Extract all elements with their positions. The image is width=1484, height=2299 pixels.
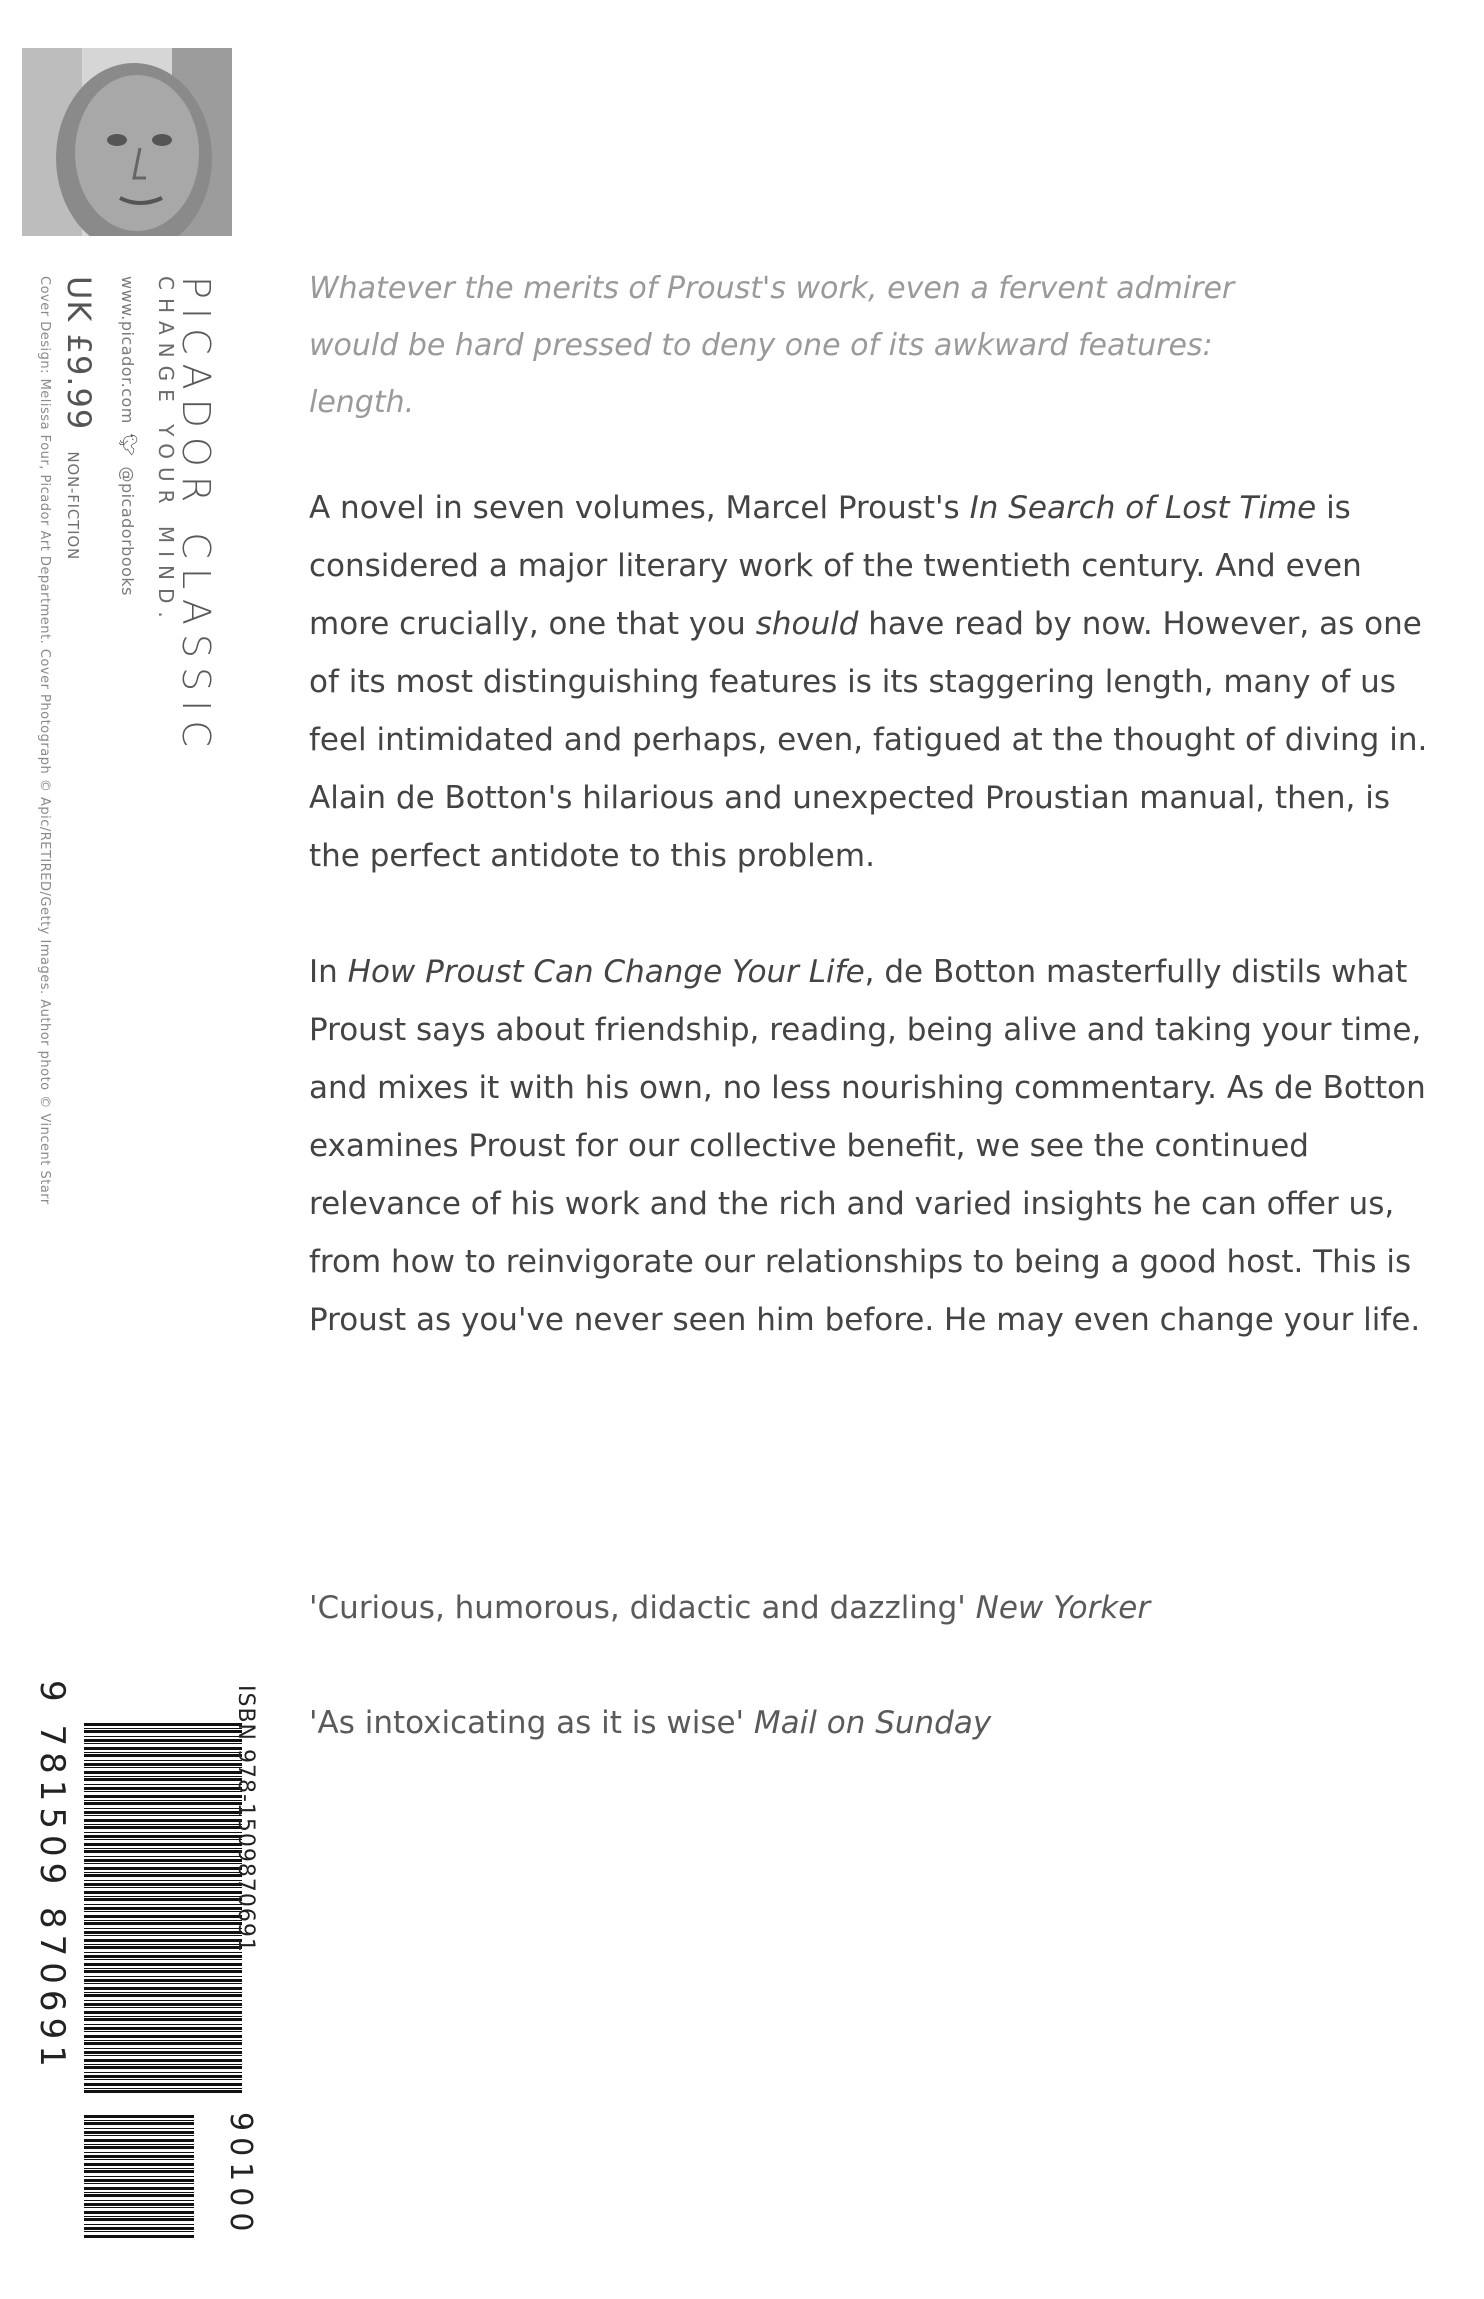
barcode-bar — [84, 1939, 242, 1942]
category: NON-FICTION — [64, 451, 82, 560]
barcode-bar — [84, 2048, 242, 2049]
barcode-bar — [84, 1808, 242, 1809]
barcode-bar — [84, 1815, 242, 1816]
barcode-bar — [84, 1931, 242, 1934]
isbn-number: ISBN 978-1509870691 — [233, 1685, 258, 1953]
review-source: Mail on Sunday — [753, 1705, 992, 1741]
emphasis-should: should — [755, 606, 859, 642]
barcode-bar — [84, 1778, 242, 1781]
barcode-bar — [84, 1739, 242, 1742]
barcode-bar — [84, 1959, 242, 1960]
barcode-bar — [84, 2224, 194, 2225]
barcode-bar — [84, 1896, 242, 1897]
barcode-bar — [84, 2144, 194, 2145]
barcode-bar — [84, 2016, 242, 2017]
barcode-bar — [84, 1968, 242, 1969]
barcode-bar — [84, 1760, 242, 1761]
blurb — [309, 260, 1429, 1349]
barcode-bar — [84, 1891, 242, 1894]
barcode-bar — [84, 2170, 194, 2173]
barcode-bar — [84, 1728, 242, 1729]
barcode-bar — [84, 1880, 242, 1881]
barcode-bar — [84, 1723, 242, 1726]
barcode-bar — [84, 1874, 242, 1877]
barcode-bar — [84, 2163, 194, 2166]
barcode-bar — [84, 1736, 242, 1737]
barcode-bar — [84, 1928, 242, 1929]
barcode-bar — [84, 1754, 242, 1757]
barcode-bar — [84, 1883, 242, 1886]
barcode-bar — [84, 2168, 194, 2169]
barcode-bar — [84, 1752, 242, 1753]
review-quote — [309, 1590, 1150, 1626]
ean-barcode-bars — [84, 1723, 242, 2093]
barcode-bar — [84, 1944, 242, 1945]
barcode-bar — [84, 2090, 242, 2093]
barcode-bar — [84, 2079, 242, 2080]
barcode-bar — [84, 1963, 242, 1966]
twitter-bird-icon: 🐦︎ — [117, 433, 138, 457]
barcode-bar — [84, 2176, 194, 2177]
barcode-bar — [84, 1863, 242, 1864]
barcode-bar — [84, 1955, 242, 1958]
barcode-bar — [84, 1800, 242, 1801]
barcode-bar — [84, 2152, 194, 2153]
barcode-bar — [84, 2059, 242, 2062]
barcode-bar — [84, 2031, 242, 2032]
barcode-bar — [84, 1887, 242, 1888]
barcode-bar — [84, 2075, 242, 2078]
barcode-bar — [84, 1992, 242, 1993]
description-paragraph-1 — [309, 479, 1429, 885]
barcode-bar — [84, 2040, 242, 2041]
barcode-bar — [84, 1835, 242, 1838]
author-photo — [22, 48, 232, 236]
barcode-bar — [84, 1850, 242, 1853]
barcode-bar — [84, 1763, 242, 1766]
twitter-handle: @picadorbooks — [118, 466, 137, 596]
barcode-bar — [84, 1795, 242, 1798]
barcode-bar — [84, 1730, 242, 1733]
barcode-bar — [84, 2120, 194, 2121]
website-link: www.picador.com — [118, 276, 137, 424]
barcode-bar — [84, 2122, 194, 2125]
barcode-bar — [84, 2064, 242, 2065]
barcode-bar — [84, 1811, 242, 1814]
para1-text-a: A novel in seven volumes, Marcel Proust's — [309, 490, 970, 526]
barcode-bar — [84, 2135, 194, 2136]
barcode-bar — [84, 1826, 242, 1829]
review-text: 'As intoxicating as it is wise' — [309, 1705, 754, 1741]
barcode-bar — [84, 2216, 194, 2217]
barcode-bar — [84, 1856, 242, 1857]
barcode-bar — [84, 1824, 242, 1825]
barcode-bar — [84, 1983, 242, 1984]
para1-text-b: is considered a major literary work of the twentieth century. And even more crucially, one that you — [309, 490, 1362, 642]
barcode-bar — [84, 1839, 242, 1840]
pull-quote: Whatever the merits of Proust's work, even a fervent admirer would be hard pressed to deny one of its awkward features: length. — [309, 271, 1235, 420]
barcode-bar — [84, 2235, 194, 2238]
barcode-bar — [84, 2194, 194, 2197]
barcode-bar — [84, 2007, 242, 2008]
barcode-bar — [84, 2115, 194, 2118]
barcode-bar — [84, 1767, 242, 1768]
barcode-bar — [84, 1911, 242, 1912]
book-title-in-search-of-lost-time: In Search of Lost Time — [969, 490, 1317, 526]
barcode-bar — [84, 2066, 242, 2069]
barcode-bar — [84, 1898, 242, 1901]
barcode-bar — [84, 2035, 242, 2038]
review-text: 'Curious, humorous, didactic and dazzling' — [309, 1590, 976, 1626]
barcode-bar — [84, 1771, 242, 1774]
review-source: New Yorker — [975, 1590, 1151, 1626]
barcode-bar — [84, 1976, 242, 1977]
barcode-bar — [84, 1843, 242, 1846]
barcode-bar — [84, 2211, 194, 2214]
barcode-bar — [84, 2155, 194, 2158]
barcode-bar — [84, 1952, 242, 1953]
barcode-bar — [84, 2000, 242, 2001]
para2-text-a: In — [309, 954, 348, 990]
ean-digits: 9 781509 870691 — [32, 1680, 72, 2073]
barcode-bar — [84, 1904, 242, 1905]
barcode-bar — [84, 2003, 242, 2006]
barcode-bar — [84, 1802, 242, 1805]
barcode-bar — [84, 2051, 242, 2054]
barcode-bar — [84, 1915, 242, 1918]
barcode-bar — [84, 1946, 242, 1949]
tagline: CHANGE YOUR MIND. — [154, 276, 178, 626]
price-line — [60, 276, 98, 560]
picador-classic-brand: PICADOR CLASSIC — [174, 276, 218, 756]
barcode-bar — [84, 2207, 194, 2208]
barcode-bar — [84, 1935, 242, 1936]
para2-text-b: , de Botton masterfully distils what Proust says about friendship, reading, being alive and taking your time, and mixes it with his own, no less nourishing commentary. As de Botton examines Proust for our collective benefit, we see the continued relevance of his work and the rich and varied insights he can offer us, from how to reinvigorate our relationships to being a good host. This is Proust as you've never seen him before. He may even change your life. — [309, 954, 1426, 1338]
barcode-bar — [84, 2183, 194, 2184]
barcode-bar — [84, 1791, 242, 1792]
web-and-social — [117, 276, 138, 596]
barcode-bar — [84, 2072, 242, 2073]
barcode-bar — [84, 1787, 242, 1790]
author-portrait-image — [22, 48, 232, 236]
description-paragraph-2 — [309, 943, 1429, 1349]
barcode-bar — [84, 2218, 194, 2221]
para1-text-c: have read by now. However, as one of its most distinguishing features is its staggering length, many of us feel intimidated and perhaps, even, fatigued at the thought of diving in. Alain de Botton's hilarious and unexpected Proustian manual, then, is the perfect antidote to this problem. — [309, 606, 1428, 874]
barcode-bar — [84, 2088, 242, 2089]
barcode-bar — [84, 2231, 194, 2232]
barcode-bar — [84, 1907, 242, 1910]
barcode-bar — [84, 2128, 194, 2129]
barcode-bar — [84, 1819, 242, 1822]
barcode-bar — [84, 2042, 242, 2045]
barcode-bar — [84, 1784, 242, 1785]
barcode-bar — [84, 2203, 194, 2206]
barcode-bar — [84, 1859, 242, 1862]
barcode-bar — [84, 2192, 194, 2193]
barcode-bar — [84, 2083, 242, 2086]
barcode-bar — [84, 1743, 242, 1744]
cover-credits: Cover Design: Melissa Four, Picador Art Department. Cover Photograph © Apic/RETIRED/Getty Images. Author photo © Vincent Starr — [37, 276, 52, 1205]
barcode-bar — [84, 1987, 242, 1990]
barcode-bar — [84, 2131, 194, 2134]
barcode-bar — [84, 2018, 242, 2021]
barcode-bar — [84, 1920, 242, 1921]
barcode-bar — [84, 2027, 242, 2030]
barcode-bar — [84, 1922, 242, 1925]
barcode-bar — [84, 2146, 194, 2149]
addon-barcode-bars — [84, 2115, 194, 2240]
barcode-bar — [84, 1994, 242, 1997]
barcode-bar — [84, 2187, 194, 2190]
barcode-bar — [84, 1776, 242, 1777]
barcode-bar — [84, 2024, 242, 2025]
addon-digits: 90100 — [223, 2112, 258, 2238]
barcode-bar — [84, 1832, 242, 1833]
barcode-bar — [84, 2159, 194, 2160]
barcode-bar — [84, 1747, 242, 1750]
barcode-bar — [84, 2055, 242, 2056]
barcode-bar — [84, 2227, 194, 2230]
barcode-bar — [84, 1867, 242, 1870]
barcode-bar — [84, 1872, 242, 1873]
book-title-how-proust: How Proust Can Change Your Life — [347, 954, 865, 990]
barcode-bar — [84, 1979, 242, 1982]
price: UK £9.99 — [60, 276, 98, 431]
barcode-bar — [84, 2139, 194, 2142]
review-quote — [309, 1705, 991, 1741]
barcode-bar — [84, 1848, 242, 1849]
barcode-bar — [84, 2179, 194, 2182]
barcode-bar — [84, 2200, 194, 2201]
barcode-bar — [84, 2011, 242, 2014]
barcode-bar — [84, 1970, 242, 1973]
